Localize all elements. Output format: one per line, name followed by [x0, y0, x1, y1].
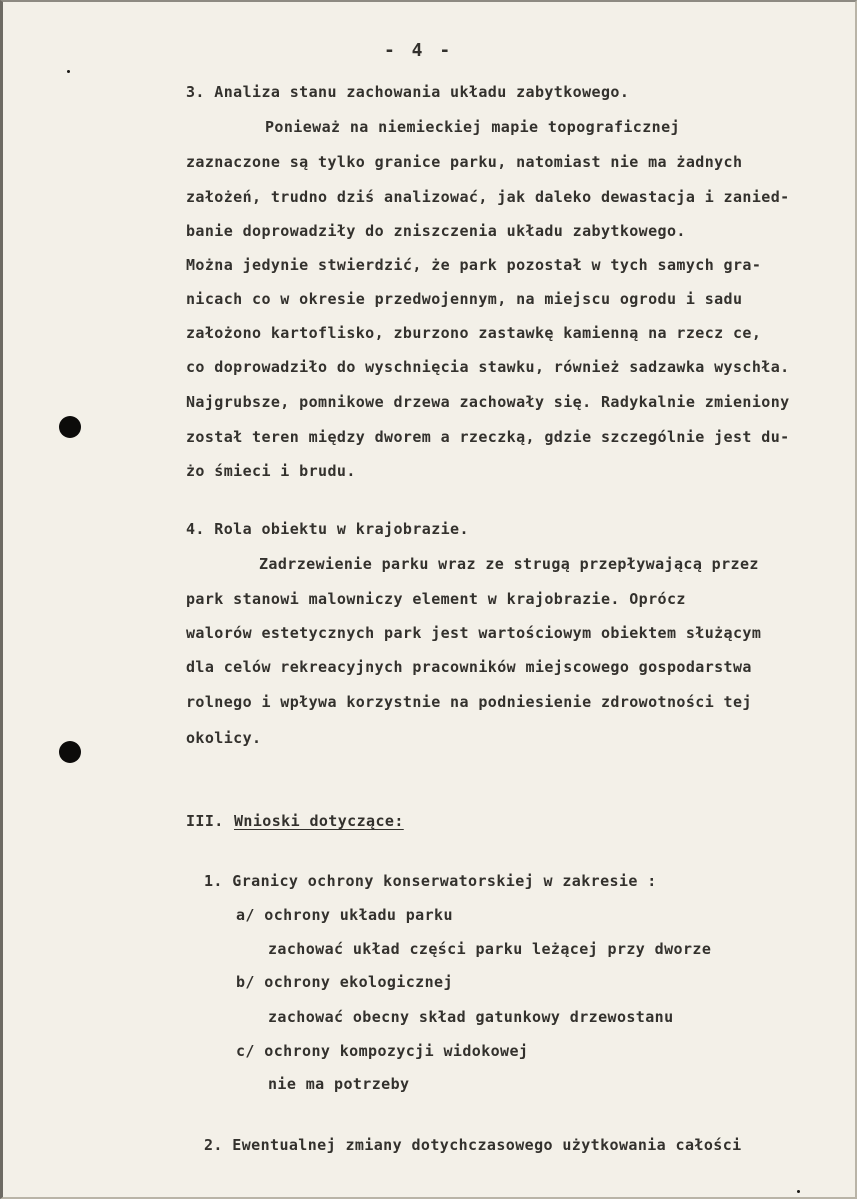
page-number: - 4 - — [384, 40, 454, 61]
sub-item-c-text: nie ma potrzeby — [268, 1075, 410, 1093]
paragraph-line: założono kartoflisko, zburzono zastawkę kamienną na rzecz ce, — [186, 324, 762, 342]
ink-speck — [67, 70, 70, 73]
paragraph-line: żo śmieci i brudu. — [186, 462, 356, 480]
paragraph-line: zaznaczone są tylko granice parku, natomiast nie ma żadnych — [186, 153, 743, 171]
sub-item-a-label: a/ ochrony układu parku — [236, 906, 453, 924]
paragraph-line: założeń, trudno dziś analizować, jak daleko dewastacja i zanied- — [186, 188, 790, 206]
ink-speck — [797, 1190, 800, 1193]
paragraph-line: okolicy. — [186, 729, 262, 747]
paragraph-line: Zadrzewienie parku wraz ze strugą przepływającą przez — [259, 555, 759, 573]
punch-hole-top — [59, 416, 81, 438]
section-3-heading: 3. Analiza stanu zachowania układu zabytkowego. — [186, 83, 630, 101]
paragraph-line: został teren między dworem a rzeczką, gdzie szczególnie jest du- — [186, 428, 790, 446]
paragraph-line: Można jedynie stwierdzić, że park pozostał w tych samych gra- — [186, 256, 762, 274]
paragraph-line: nicach co w okresie przedwojennym, na miejscu ogrodu i sadu — [186, 290, 743, 308]
punch-hole-bottom — [59, 741, 81, 763]
sub-item-b-label: b/ ochrony ekologicznej — [236, 973, 453, 991]
paragraph-line: rolnego i wpływa korzystnie na podniesienie zdrowotności tej — [186, 693, 752, 711]
section-iii-number: III. — [186, 812, 224, 830]
section-iii-title: Wnioski dotyczące: — [234, 812, 404, 830]
paragraph-line: Najgrubsze, pomnikowe drzewa zachowały się. Radykalnie zmieniony — [186, 393, 790, 411]
list-item-1: 1. Granicy ochrony konserwatorskiej w zakresie : — [204, 872, 657, 890]
paragraph-line: Ponieważ na niemieckiej mapie topograficznej — [265, 118, 680, 136]
list-item-2: 2. Ewentualnej zmiany dotychczasowego użytkowania całości — [204, 1136, 742, 1154]
sub-item-c-label: c/ ochrony kompozycji widokowej — [236, 1042, 529, 1060]
section-4-heading: 4. Rola obiektu w krajobrazie. — [186, 520, 469, 538]
paragraph-line: park stanowi malowniczy element w krajobrazie. Oprócz — [186, 590, 686, 608]
sub-item-b-text: zachować obecny skład gatunkowy drzewostanu — [268, 1008, 674, 1026]
paragraph-line: walorów estetycznych park jest wartościowym obiektem służącym — [186, 624, 762, 642]
sub-item-a-text: zachować układ części parku leżącej przy dworze — [268, 940, 712, 958]
paragraph-line: banie doprowadziły do zniszczenia układu zabytkowego. — [186, 222, 686, 240]
paragraph-line: dla celów rekreacyjnych pracowników miejscowego gospodarstwa — [186, 658, 752, 676]
paragraph-line: co doprowadziło do wyschnięcia stawku, również sadzawka wyschła. — [186, 358, 790, 376]
